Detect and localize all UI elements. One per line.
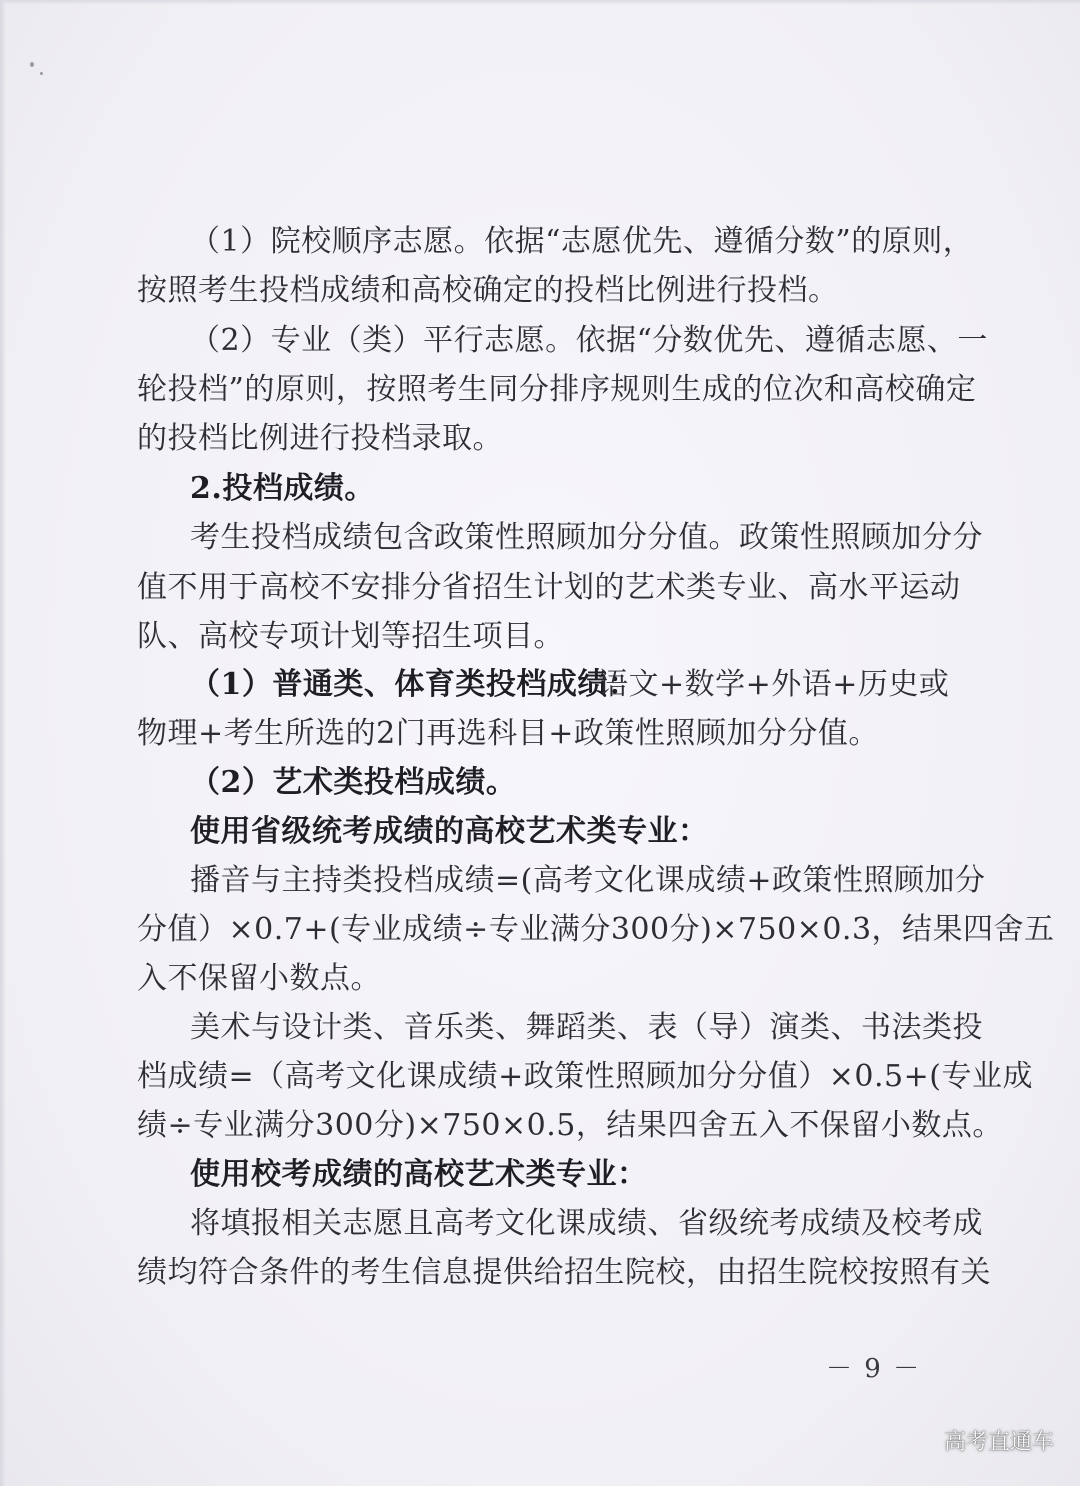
text-line: 值不用于高校不安排分省招生计划的艺术类专业、高水平运动 bbox=[137, 570, 961, 605]
text-line: 入不保留小数点。 bbox=[137, 961, 381, 996]
scan-edge-top bbox=[0, 0, 1080, 5]
text-line: 队、高校专项计划等招生项目。 bbox=[137, 619, 564, 654]
subsection-heading: （2）艺术类投档成绩。 bbox=[190, 765, 517, 800]
scan-edge-left bbox=[0, 0, 6, 1486]
text-line: 美术与设计类、音乐类、舞蹈类、表（导）演类、书法类投 bbox=[190, 1010, 983, 1045]
text-line: 将填报相关志愿且高考文化课成绩、省级统考成绩及校考成 bbox=[190, 1206, 983, 1241]
watermark: 高考直通车 bbox=[943, 1430, 1054, 1455]
scan-speck bbox=[30, 62, 34, 67]
subsection-heading: 使用省级统考成绩的高校艺术类专业： bbox=[190, 814, 709, 849]
text-line: 物理+考生所选的2门再选科目+政策性照顾加分分值。 bbox=[137, 716, 879, 751]
text-line: 绩÷专业满分300分)×750×0.5，结果四舍五入不保留小数点。 bbox=[137, 1108, 1003, 1143]
subsection-heading: （1）普通类、体育类投档成绩： bbox=[190, 667, 639, 702]
text-line: 绩均符合条件的考生信息提供给招生院校，由招生院校按照有关 bbox=[137, 1255, 991, 1290]
text-line: （2）专业（类）平行志愿。依据“分数优先、遵循志愿、一 bbox=[190, 323, 988, 358]
text-line: （1）院校顺序志愿。依据“志愿优先、遵循分数”的原则， bbox=[190, 224, 974, 259]
subsection-heading: 使用校考成绩的高校艺术类专业： bbox=[190, 1157, 648, 1192]
text-line: 播音与主持类投档成绩=(高考文化课成绩+政策性照顾加分 bbox=[190, 863, 986, 898]
text-line: 档成绩=（高考文化课成绩+政策性照顾加分分值）×0.5+(专业成 bbox=[137, 1059, 1033, 1094]
text-line: 语文+数学+外语+历史或 bbox=[598, 667, 950, 702]
text-line: 轮投档”的原则，按照考生同分排序规则生成的位次和高校确定 bbox=[137, 372, 977, 407]
text-line: 分值）×0.7+(专业成绩÷专业满分300分)×750×0.3，结果四舍五 bbox=[137, 912, 1055, 947]
page-number: － 9 － bbox=[826, 1354, 922, 1384]
text-line: 的投档比例进行投档录取。 bbox=[137, 421, 503, 456]
scan-speck bbox=[40, 72, 43, 75]
section-heading: 2.投档成绩。 bbox=[190, 471, 375, 506]
text-line: 按照考生投档成绩和高校确定的投档比例进行投档。 bbox=[137, 273, 839, 308]
text-line: 考生投档成绩包含政策性照顾加分分值。政策性照顾加分分 bbox=[190, 520, 983, 555]
